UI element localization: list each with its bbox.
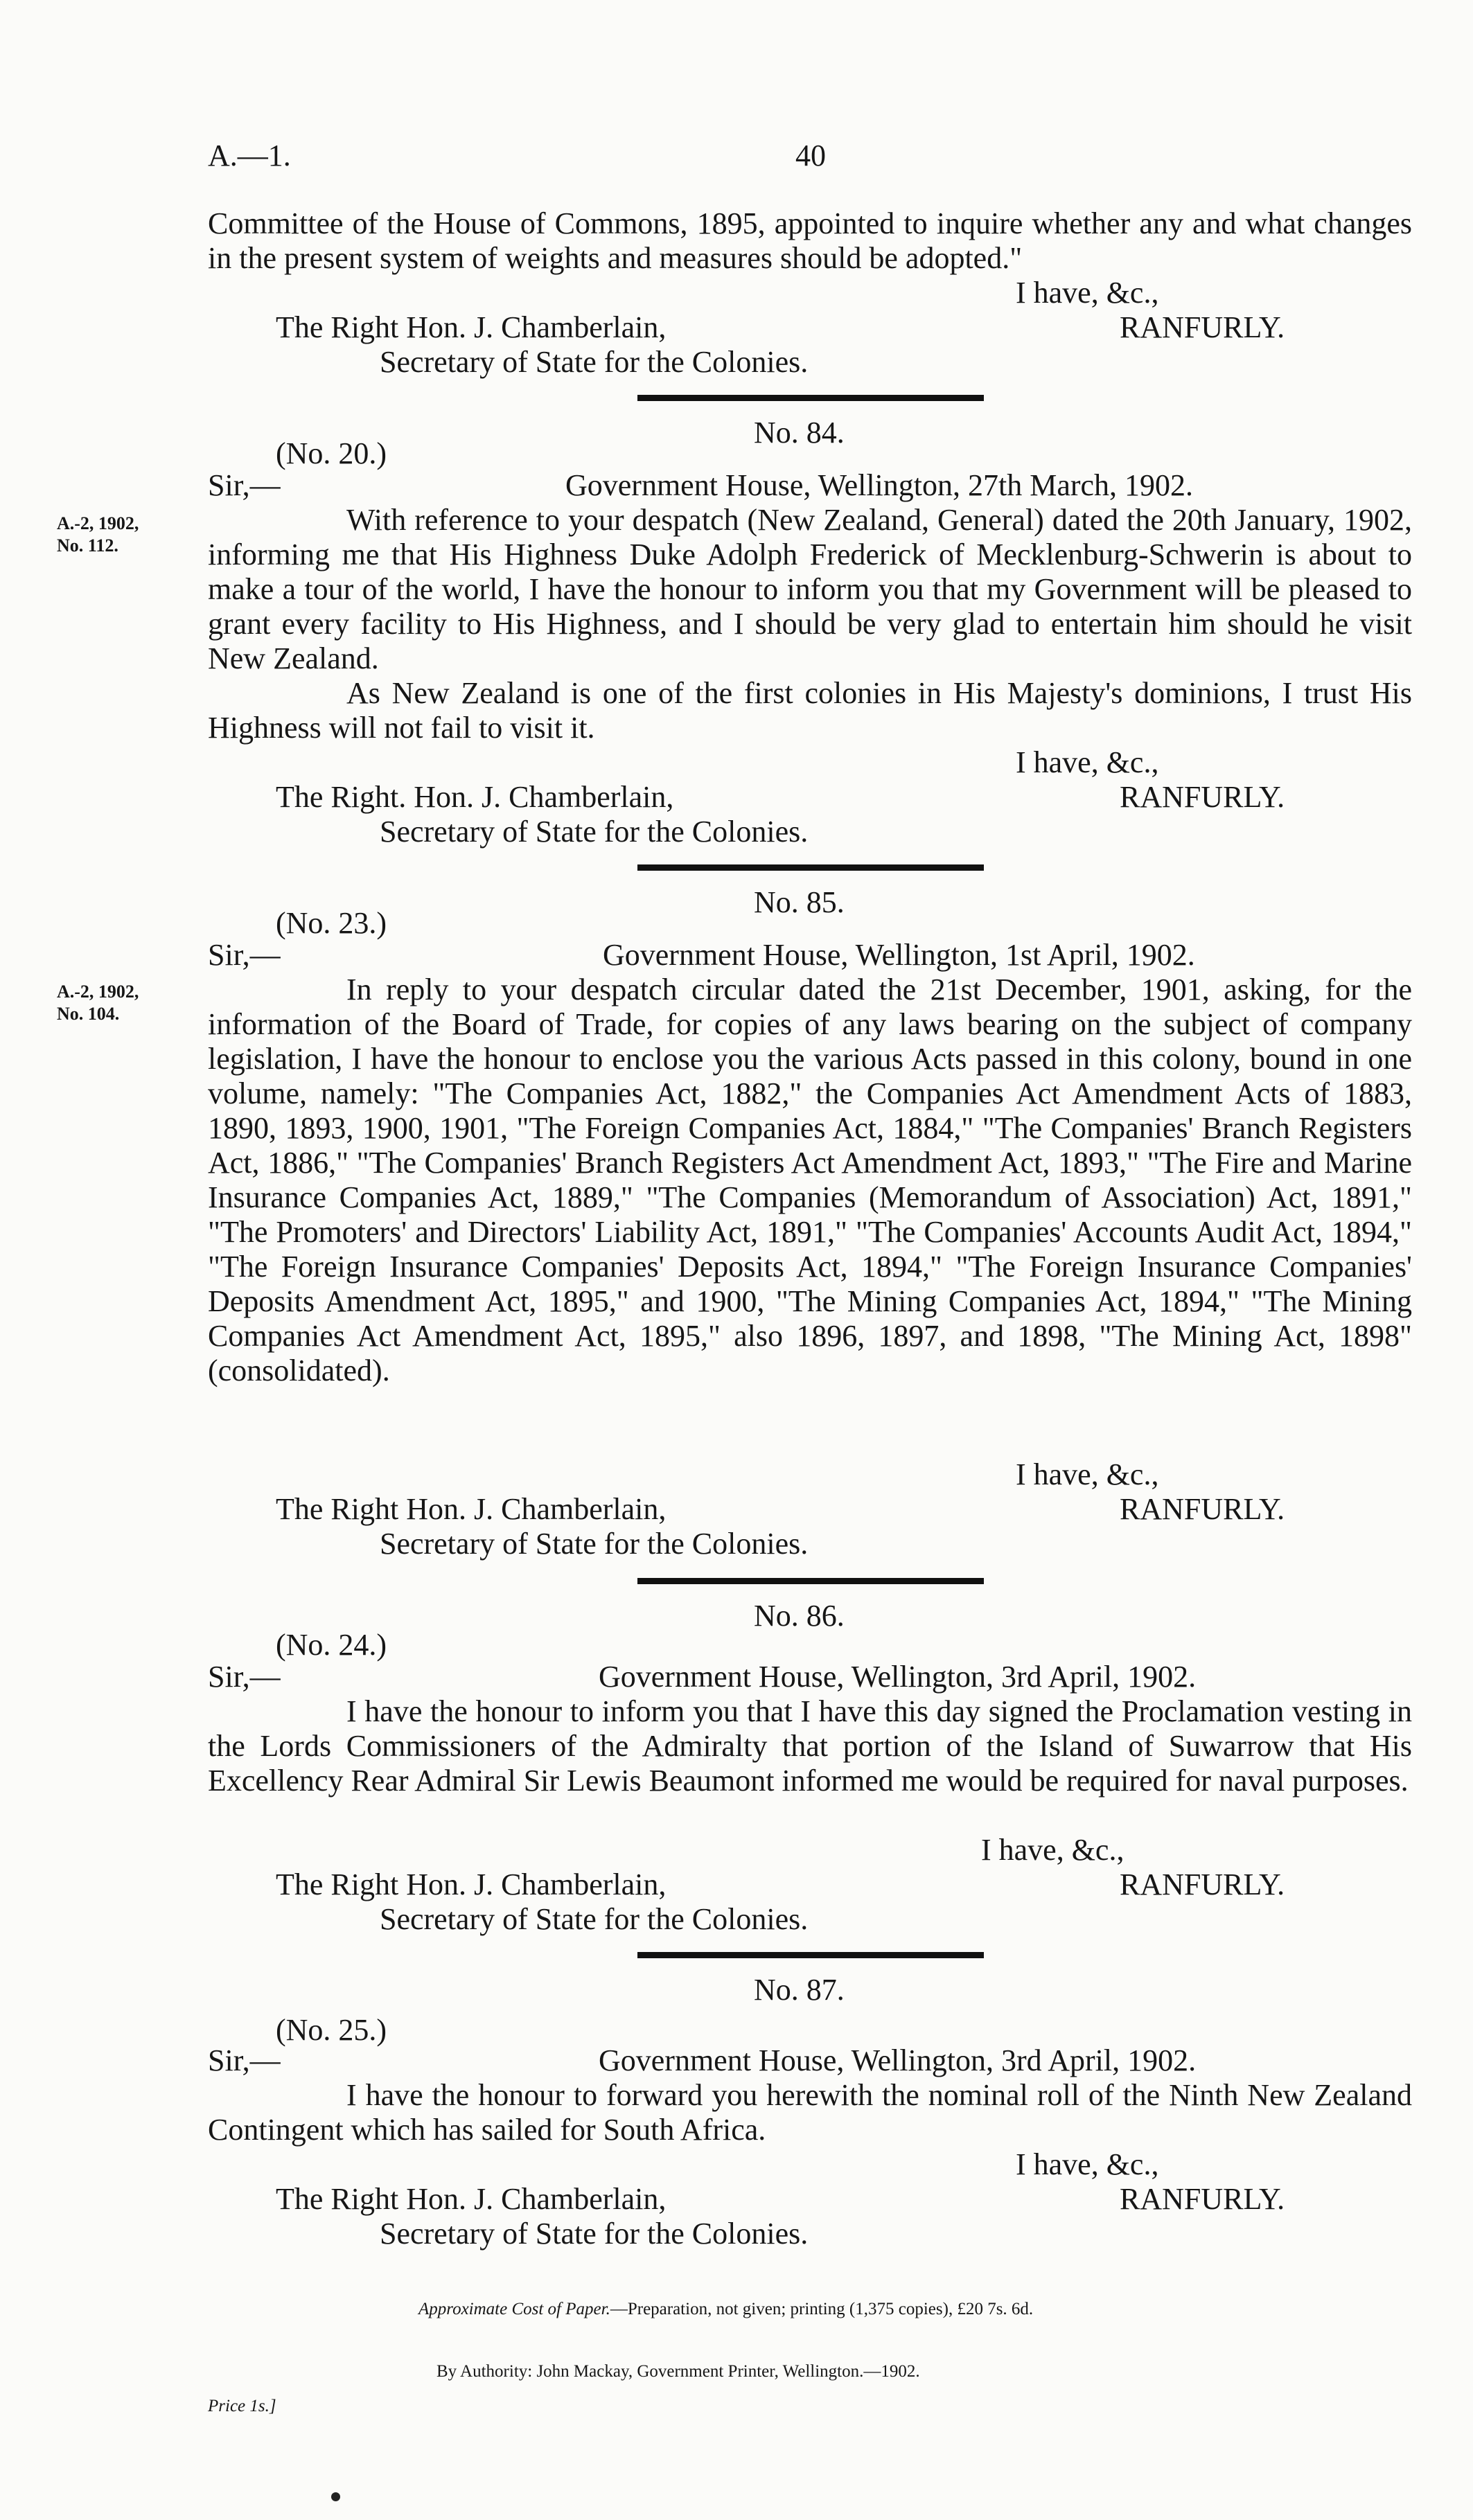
- letter-addressee: The Right Hon. J. Chamberlain,: [276, 1492, 667, 1526]
- letter-addressee: The Right Hon. J. Chamberlain,: [276, 2182, 667, 2216]
- section-rule: [637, 395, 984, 401]
- place-date: Government House, Wellington, 3rd April, 1902.: [599, 2043, 1197, 2077]
- series-number: (No. 24.): [276, 1628, 387, 1662]
- series-number: (No. 20.): [276, 436, 387, 470]
- letter-signature: RANFURLY.: [1120, 780, 1285, 814]
- ink-speck: [331, 2492, 340, 2501]
- letter-addressee-title: Secretary of State for the Colonies.: [380, 1527, 809, 1561]
- page-number: 40: [795, 139, 826, 172]
- cost-note: [418, 2300, 1033, 2319]
- despatch-number: No. 84.: [754, 416, 845, 450]
- section-rule: [637, 864, 984, 871]
- letter-closing: I have, &c.,: [981, 1833, 1124, 1867]
- salutation: Sir,—: [208, 468, 281, 502]
- salutation: Sir,—: [208, 938, 281, 972]
- letter-paragraph: As New Zealand is one of the first colonies in His Majesty's dominions, I trust His Highness will not fail to visit it.: [208, 676, 1412, 745]
- salutation: Sir,—: [208, 2043, 281, 2077]
- intro-closing: I have, &c.,: [1016, 276, 1159, 310]
- document-reference: A.—1.: [208, 139, 291, 172]
- intro-paragraph: Committee of the House of Commons, 1895, appointed to inquire whether any and what changes in the present system of weights and measures should be adopted.": [208, 206, 1412, 275]
- cost-note-text: —Preparation, not given; printing (1,375 copies), £20 7s. 6d.: [610, 2300, 1034, 2318]
- despatch-number: No. 85.: [754, 885, 845, 919]
- series-number: (No. 23.): [276, 906, 387, 940]
- place-date: Government House, Wellington, 1st April, 1902.: [603, 938, 1195, 972]
- intro-addressee-title: Secretary of State for the Colonies.: [380, 345, 809, 379]
- series-number: (No. 25.): [276, 2013, 387, 2047]
- letter-paragraph: In reply to your despatch circular dated the 21st December, 1901, asking, for the information of the Board of Trade, for copies of any laws bearing on the subject of company legislation, I have the honour to enclose you the various Acts passed in this colony, bound in one volume, namely: "The Companies Act, 1882," the Companies Act Amendment Acts of 1883, 1890, 1893, 1900, 1901, "The Foreign Companies Act, 1884," "The Companies' Branch Registers Act, 1886," "The Companies' Branch Registers Act Amendment Act, 1893," "The Fire and Marine Insurance Companies Act, 1889," "The Companies (Memorandum of Association) Act, 1891," "The Promoters' and Directors' Liability Act, 1891," "The Companies' Accounts Audit Act, 1894," "The Foreign Insurance Companies' Deposits Act, 1894," "The Foreign Insurance Companies' Deposits Amendment Act, 1895," and 1900, "The Mining Companies Act, 1894," "The Mining Companies Act Amendment Act, 1895," also 1896, 1897, and 1898, "The Mining Act, 1898" (consolidated).: [208, 973, 1412, 1387]
- letter-paragraph: I have the honour to forward you herewith the nominal roll of the Ninth New Zealand Contingent which has sailed for South Africa.: [208, 2078, 1412, 2147]
- letter-paragraph: I have the honour to inform you that I have this day signed the Proclamation vesting in the Lords Commissioners of the Admiralty that portion of the Island of Suwarrow that His Excellency Rear Admiral Sir Lewis Beaumont informed me would be required for naval purposes.: [208, 1694, 1412, 1798]
- margin-reference: A.-2, 1902, No. 112.: [57, 513, 139, 556]
- letter-signature: RANFURLY.: [1120, 2182, 1285, 2216]
- price-note: Price 1s.]: [208, 2397, 276, 2415]
- salutation: Sir,—: [208, 1660, 281, 1694]
- letter-addressee: The Right. Hon. J. Chamberlain,: [276, 780, 674, 814]
- letter-addressee-title: Secretary of State for the Colonies.: [380, 1902, 809, 1936]
- margin-reference: A.-2, 1902, No. 104.: [57, 982, 139, 1024]
- letter-addressee: The Right Hon. J. Chamberlain,: [276, 1867, 667, 1901]
- intro-addressee: The Right Hon. J. Chamberlain,: [276, 310, 667, 344]
- letter-closing: I have, &c.,: [1016, 745, 1159, 779]
- letter-addressee-title: Secretary of State for the Colonies.: [380, 2217, 809, 2251]
- cost-note-label: Approximate Cost of Paper.: [418, 2300, 610, 2318]
- place-date: Government House, Wellington, 27th March, 1902.: [565, 468, 1194, 502]
- intro-signature: RANFURLY.: [1120, 310, 1285, 344]
- letter-closing: I have, &c.,: [1016, 2147, 1159, 2181]
- section-rule: [637, 1578, 984, 1584]
- printer-authority: By Authority: John Mackay, Government Printer, Wellington.—1902.: [436, 2362, 920, 2381]
- despatch-number: No. 87.: [754, 1973, 845, 2007]
- letter-addressee-title: Secretary of State for the Colonies.: [380, 815, 809, 849]
- place-date: Government House, Wellington, 3rd April, 1902.: [599, 1660, 1197, 1694]
- letter-signature: RANFURLY.: [1120, 1867, 1285, 1901]
- section-rule: [637, 1952, 984, 1958]
- letter-paragraph: With reference to your despatch (New Zealand, General) dated the 20th January, 1902, informing me that His Highness Duke Adolph Frederick of Mecklenburg-Schwerin is about to make a tour of the world, I have the honour to inform you that my Government will be pleased to grant every facility to His Highness, and I should be very glad to entertain him should he visit New Zealand.: [208, 503, 1412, 675]
- despatch-number: No. 86.: [754, 1599, 845, 1633]
- letter-signature: RANFURLY.: [1120, 1492, 1285, 1526]
- letter-closing: I have, &c.,: [1016, 1457, 1159, 1491]
